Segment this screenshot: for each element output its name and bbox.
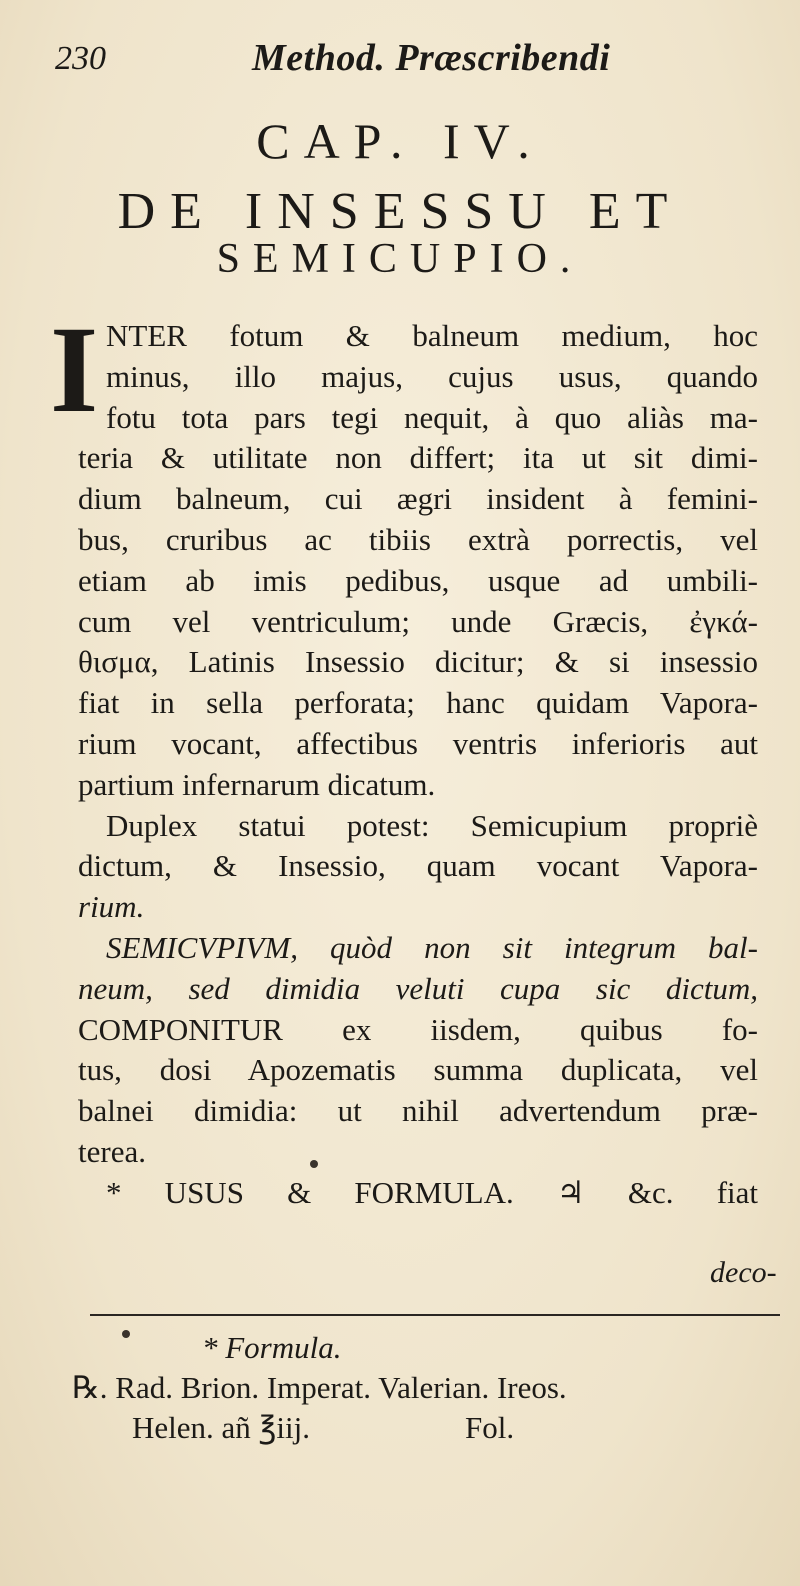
page-header (55, 22, 755, 82)
running-head: Method. Præscribendi (252, 37, 611, 79)
text-line: rium vocant, affectibus ventris inferioris aut (78, 725, 758, 761)
text-line: fiat in sella perforata; hanc quidam Vapora- (78, 685, 758, 721)
text-line: Duplex statui potest: Semicupium propriè (106, 807, 758, 843)
footnote-line: Helen. añ ℥iij. Fol. (132, 1410, 515, 1445)
catchword: deco- (710, 1256, 777, 1289)
text-line: teria & utilitate non differt; ita ut sit dimi- (78, 440, 758, 476)
text-line: etiam ab imis pedibus, usque ad umbili- (78, 562, 758, 598)
ink-speck (122, 1330, 130, 1338)
text-line: partium infernarum dicatum. (78, 766, 436, 802)
footnote-rule (90, 1314, 780, 1316)
footnote (72, 1328, 772, 1448)
text-line: COMPONITUR ex iisdem, quibus fo- (78, 1011, 758, 1047)
chapter-heading: CAP. IV. (256, 113, 544, 169)
text-line: terea. (78, 1133, 146, 1169)
text-line: θισμα, Latinis Insessio dicitur; & si insessio (78, 644, 758, 680)
text-line: cum vel ventriculum; unde Græcis, ἐγκά- (78, 603, 758, 639)
text-line: SEMICVPIVM, quòd non sit integrum bal- (106, 929, 758, 965)
text-line: balnei dimidia: ut nihil advertendum præ- (78, 1093, 758, 1129)
chapter-title-line-1: DE INSESSU ET (117, 183, 683, 240)
text-line: bus, cruribus ac tibiis extrà porrectis, vel (78, 521, 758, 557)
drop-cap: I (50, 301, 99, 438)
text-line: rium. (78, 889, 145, 925)
text-line: minus, illo majus, cujus usus, quando (106, 358, 758, 394)
page-number: 230 (55, 40, 106, 77)
chapter-title-line-2: SEMICUPIO. (216, 236, 584, 282)
footnote-title: * Formula. (202, 1330, 342, 1365)
text-line: tus, dosi Apozematis summa duplicata, vel (78, 1052, 758, 1088)
body-text (78, 316, 758, 1214)
footnote-line: ℞. Rad. Brion. Imperat. Valerian. Ireos. (72, 1370, 567, 1405)
text-line: dictum, & Insessio, quam vocant Vapora- (78, 848, 758, 884)
text-line: dium balneum, cui ægri insident à femini- (78, 481, 758, 517)
text-line: * USUS & FORMULA. ♃ &c. fiat (106, 1174, 758, 1210)
text-line: NTER fotum & balneum medium, hoc (106, 318, 758, 353)
text-line: fotu tota pars tegi nequit, à quo aliàs ma- (106, 399, 758, 435)
ink-speck (310, 1160, 318, 1168)
text-line: neum, sed dimidia veluti cupa sic dictum, (78, 970, 758, 1006)
